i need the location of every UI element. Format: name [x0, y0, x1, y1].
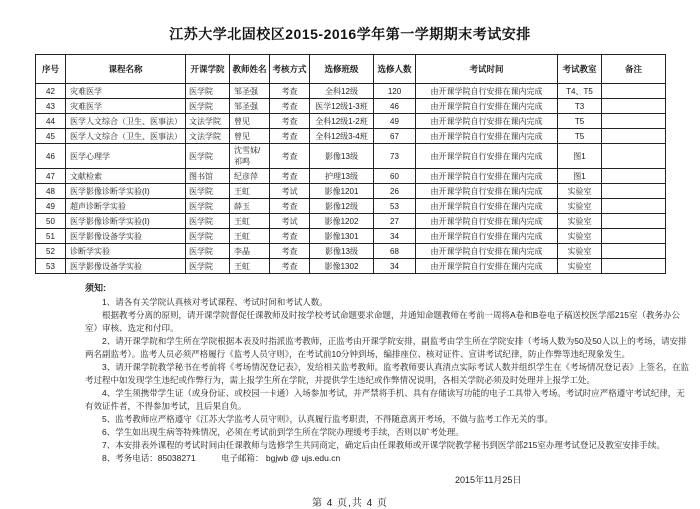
cell-teacher: 邹圣强 — [230, 84, 270, 99]
cell-room: T5 — [558, 129, 602, 144]
issue-date: 2015年11月25日 — [455, 475, 522, 485]
note-item-1: 1、请各有关学院认真核对考试课程、考试时间和考试人数。 — [102, 297, 328, 307]
cell-teacher: 邹圣强 — [230, 99, 270, 114]
cell-time: 由开课学院自行安排在课内完成 — [416, 114, 558, 129]
note-item-6: 5、监考教师应严格遵守《江苏大学监考人员守则》，认真履行监考职责，不得随意离开考场，不做与监考工作无关的事。 — [102, 414, 553, 424]
cell-note — [602, 259, 666, 274]
cell-teacher: 沈雪妹/祁鸣 — [230, 144, 270, 169]
cell-room: 实验室 — [558, 184, 602, 199]
cell-course: 灾难医学 — [66, 99, 186, 114]
cell-count: 46 — [374, 99, 416, 114]
cell-time: 由开课学院自行安排在课内完成 — [416, 99, 558, 114]
cell-time: 由开课学院自行安排在课内完成 — [416, 184, 558, 199]
cell-no: 52 — [36, 244, 66, 259]
cell-note — [602, 244, 666, 259]
cell-count: 60 — [374, 169, 416, 184]
cell-method: 考查 — [270, 169, 310, 184]
notes-section — [85, 282, 692, 465]
cell-college: 医学院 — [186, 99, 230, 114]
table-row — [36, 229, 666, 244]
cell-college: 医学院 — [186, 199, 230, 214]
column-header-count: 选修人数 — [374, 55, 416, 84]
cell-time: 由开课学院自行安排在课内完成 — [416, 244, 558, 259]
cell-class: 全科12级1-2班 — [310, 114, 374, 129]
cell-room: T4、T5 — [558, 84, 602, 99]
cell-count: 26 — [374, 184, 416, 199]
cell-method: 考试 — [270, 214, 310, 229]
cell-class: 医学12级1-3班 — [310, 99, 374, 114]
cell-teacher: 王虹 — [230, 259, 270, 274]
cell-teacher: 王虹 — [230, 214, 270, 229]
column-header-college: 开课学院 — [186, 55, 230, 84]
table-row — [36, 184, 666, 199]
cell-course: 文献检索 — [66, 169, 186, 184]
column-header-course: 课程名称 — [66, 55, 186, 84]
cell-class: 全科12级 — [310, 84, 374, 99]
cell-college: 医学院 — [186, 259, 230, 274]
cell-class: 影像13级 — [310, 144, 374, 169]
table-row — [36, 84, 666, 99]
cell-time: 由开课学院自行安排在课内完成 — [416, 169, 558, 184]
cell-no: 47 — [36, 169, 66, 184]
note-item-9: 8、考务电话：85038271 电子邮箱： bgjwb @ ujs.edu.cn — [102, 453, 341, 463]
cell-method: 考查 — [270, 259, 310, 274]
cell-no: 43 — [36, 99, 66, 114]
table-header-row — [36, 55, 666, 84]
cell-teacher: 李晶 — [230, 244, 270, 259]
cell-note — [602, 114, 666, 129]
cell-course: 医学心理学 — [66, 144, 186, 169]
cell-college: 医学院 — [186, 229, 230, 244]
cell-college: 医学院 — [186, 184, 230, 199]
cell-teacher: 纪彦萍 — [230, 169, 270, 184]
cell-time: 由开课学院自行安排在课内完成 — [416, 199, 558, 214]
note-item-3: 2、请开课学院和学生所在学院根据本表及时指派监考教师，正监考由开课学院安排，副监考由学生所在学院安排（考场人数为50及50人以上的考场，请安排两名副监考）。监考人员必须严格履行《监考人员守则》，在考试前10分钟到场，编排座位、核对证件、宣讲考试纪律，防止作弊等违纪现象发生。 — [85, 336, 687, 359]
cell-college: 图书馆 — [186, 169, 230, 184]
cell-note — [602, 199, 666, 214]
table-row — [36, 244, 666, 259]
cell-no: 45 — [36, 129, 66, 144]
cell-no: 42 — [36, 84, 66, 99]
cell-room: 实验室 — [558, 199, 602, 214]
cell-room: 实验室 — [558, 214, 602, 229]
cell-no: 49 — [36, 199, 66, 214]
cell-count: 53 — [374, 199, 416, 214]
cell-room: 实验室 — [558, 259, 602, 274]
cell-time: 由开课学院自行安排在课内完成 — [416, 84, 558, 99]
cell-class: 影像13级 — [310, 244, 374, 259]
cell-count: 68 — [374, 244, 416, 259]
column-header-class: 选修班级 — [310, 55, 374, 84]
cell-count: 27 — [374, 214, 416, 229]
page-title: 江苏大学北固校区2015-2016学年第一学期期末考试安排 — [169, 26, 531, 42]
cell-college: 医学院 — [186, 214, 230, 229]
column-header-method: 考核方式 — [270, 55, 310, 84]
note-item-2: 根据教考分离的原则，请开课学院督促任课教师及时按学校考试命题要求命题，并通知命题教师在考前一周将A卷和B卷电子稿送校医学部215室（教务办公室）审核、选定和付印。 — [85, 310, 681, 333]
table-row — [36, 169, 666, 184]
cell-course: 医学人文综合（卫生、医事法） — [66, 114, 186, 129]
notes-heading: 须知: — [85, 283, 106, 293]
table-row — [36, 144, 666, 169]
cell-no: 44 — [36, 114, 66, 129]
cell-note — [602, 144, 666, 169]
column-header-no: 序号 — [36, 55, 66, 84]
cell-method: 考查 — [270, 229, 310, 244]
cell-college: 医学院 — [186, 244, 230, 259]
cell-college: 医学院 — [186, 84, 230, 99]
cell-count: 73 — [374, 144, 416, 169]
cell-room: 实验室 — [558, 229, 602, 244]
cell-college: 文法学院 — [186, 129, 230, 144]
cell-no: 53 — [36, 259, 66, 274]
cell-method: 考查 — [270, 99, 310, 114]
cell-course: 超声诊断学实验 — [66, 199, 186, 214]
cell-teacher: 曾见 — [230, 114, 270, 129]
cell-teacher: 曾见 — [230, 129, 270, 144]
note-item-5: 4、学生须携带学生证（或身份证、或校园一卡通）入场参加考试，并严禁将手机、具有存储读写功能的电子工具带入考场。考试时应严格遵守考试纪律，无有效证件者，不得参加考试，且后果自负。 — [85, 388, 685, 411]
cell-time: 由开课学院自行安排在课内完成 — [416, 229, 558, 244]
cell-time: 由开课学院自行安排在课内完成 — [416, 259, 558, 274]
cell-class: 全科12级3-4班 — [310, 129, 374, 144]
cell-course: 诊断学实验 — [66, 244, 186, 259]
cell-method: 考查 — [270, 84, 310, 99]
cell-class: 影像1301 — [310, 229, 374, 244]
cell-note — [602, 169, 666, 184]
cell-teacher: 薛玉 — [230, 199, 270, 214]
cell-class: 影像1201 — [310, 184, 374, 199]
cell-note — [602, 129, 666, 144]
cell-note — [602, 229, 666, 244]
cell-time: 由开课学院自行安排在课内完成 — [416, 144, 558, 169]
table-row — [36, 129, 666, 144]
cell-method: 考查 — [270, 114, 310, 129]
cell-no: 46 — [36, 144, 66, 169]
cell-room: T5 — [558, 114, 602, 129]
table-row — [36, 99, 666, 114]
cell-no: 51 — [36, 229, 66, 244]
cell-course: 医学影像诊断学实验(Ⅰ) — [66, 184, 186, 199]
cell-note — [602, 99, 666, 114]
notes-list — [85, 296, 692, 465]
note-item-8: 7、本安排表外课程的考试时间由任课教师与选修学生共同商定，确定后由任课教师或开课学院教学秘书到医学部215室办理考试登记及教室安排手续。 — [102, 440, 665, 450]
cell-room: 图1 — [558, 169, 602, 184]
cell-count: 34 — [374, 259, 416, 274]
table-row — [36, 199, 666, 214]
cell-method: 考查 — [270, 129, 310, 144]
cell-class: 影像1202 — [310, 214, 374, 229]
cell-note — [602, 184, 666, 199]
cell-course: 医学人文综合（卫生、医事法） — [66, 129, 186, 144]
cell-course: 医学影像诊断学实验(Ⅰ) — [66, 214, 186, 229]
cell-time: 由开课学院自行安排在课内完成 — [416, 214, 558, 229]
page-number: 第 4 页,共 4 页 — [311, 498, 388, 509]
cell-class: 影像1302 — [310, 259, 374, 274]
cell-room: 实验室 — [558, 244, 602, 259]
note-item-4: 3、请开课学院教学秘书在考前将《考场情况登记表》，发给相关监考教师。监考教师要认真清点实际考试人数并组织学生在《考场情况登记表》上签名，在监考过程中如发现学生违纪或作弊行为，需上报学生所在学院，并提供学生违纪或作弊情况说明，各相关学院必须及时处理并上报学工处。 — [85, 362, 689, 385]
cell-count: 67 — [374, 129, 416, 144]
cell-course: 灾难医学 — [66, 84, 186, 99]
table-row — [36, 114, 666, 129]
cell-college: 文法学院 — [186, 114, 230, 129]
cell-count: 120 — [374, 84, 416, 99]
cell-class: 影像12级 — [310, 199, 374, 214]
exam-schedule-table — [35, 54, 666, 274]
column-header-note: 备注 — [602, 55, 666, 84]
cell-teacher: 王虹 — [230, 229, 270, 244]
cell-method: 考查 — [270, 199, 310, 214]
cell-no: 48 — [36, 184, 66, 199]
cell-count: 49 — [374, 114, 416, 129]
cell-note — [602, 214, 666, 229]
cell-class: 护理13级 — [310, 169, 374, 184]
cell-course: 医学影像设备学实验 — [66, 229, 186, 244]
cell-room: 图1 — [558, 144, 602, 169]
column-header-teacher: 教师姓名 — [230, 55, 270, 84]
note-item-7: 6、学生如出现生病等特殊情况，必须在考试前到学生所在学院办理缓考手续，否则以旷考处理。 — [102, 427, 464, 437]
cell-teacher: 王虹 — [230, 184, 270, 199]
cell-method: 考查 — [270, 244, 310, 259]
table-row — [36, 214, 666, 229]
column-header-room: 考试教室 — [558, 55, 602, 84]
column-header-time: 考试时间 — [416, 55, 558, 84]
cell-no: 50 — [36, 214, 66, 229]
cell-time: 由开课学院自行安排在课内完成 — [416, 129, 558, 144]
cell-method: 考查 — [270, 144, 310, 169]
table-row — [36, 259, 666, 274]
cell-count: 34 — [374, 229, 416, 244]
cell-course: 医学影像设备学实验 — [66, 259, 186, 274]
table-body — [36, 84, 666, 274]
cell-method: 考试 — [270, 184, 310, 199]
cell-note — [602, 84, 666, 99]
cell-room: T3 — [558, 99, 602, 114]
cell-college: 医学院 — [186, 144, 230, 169]
